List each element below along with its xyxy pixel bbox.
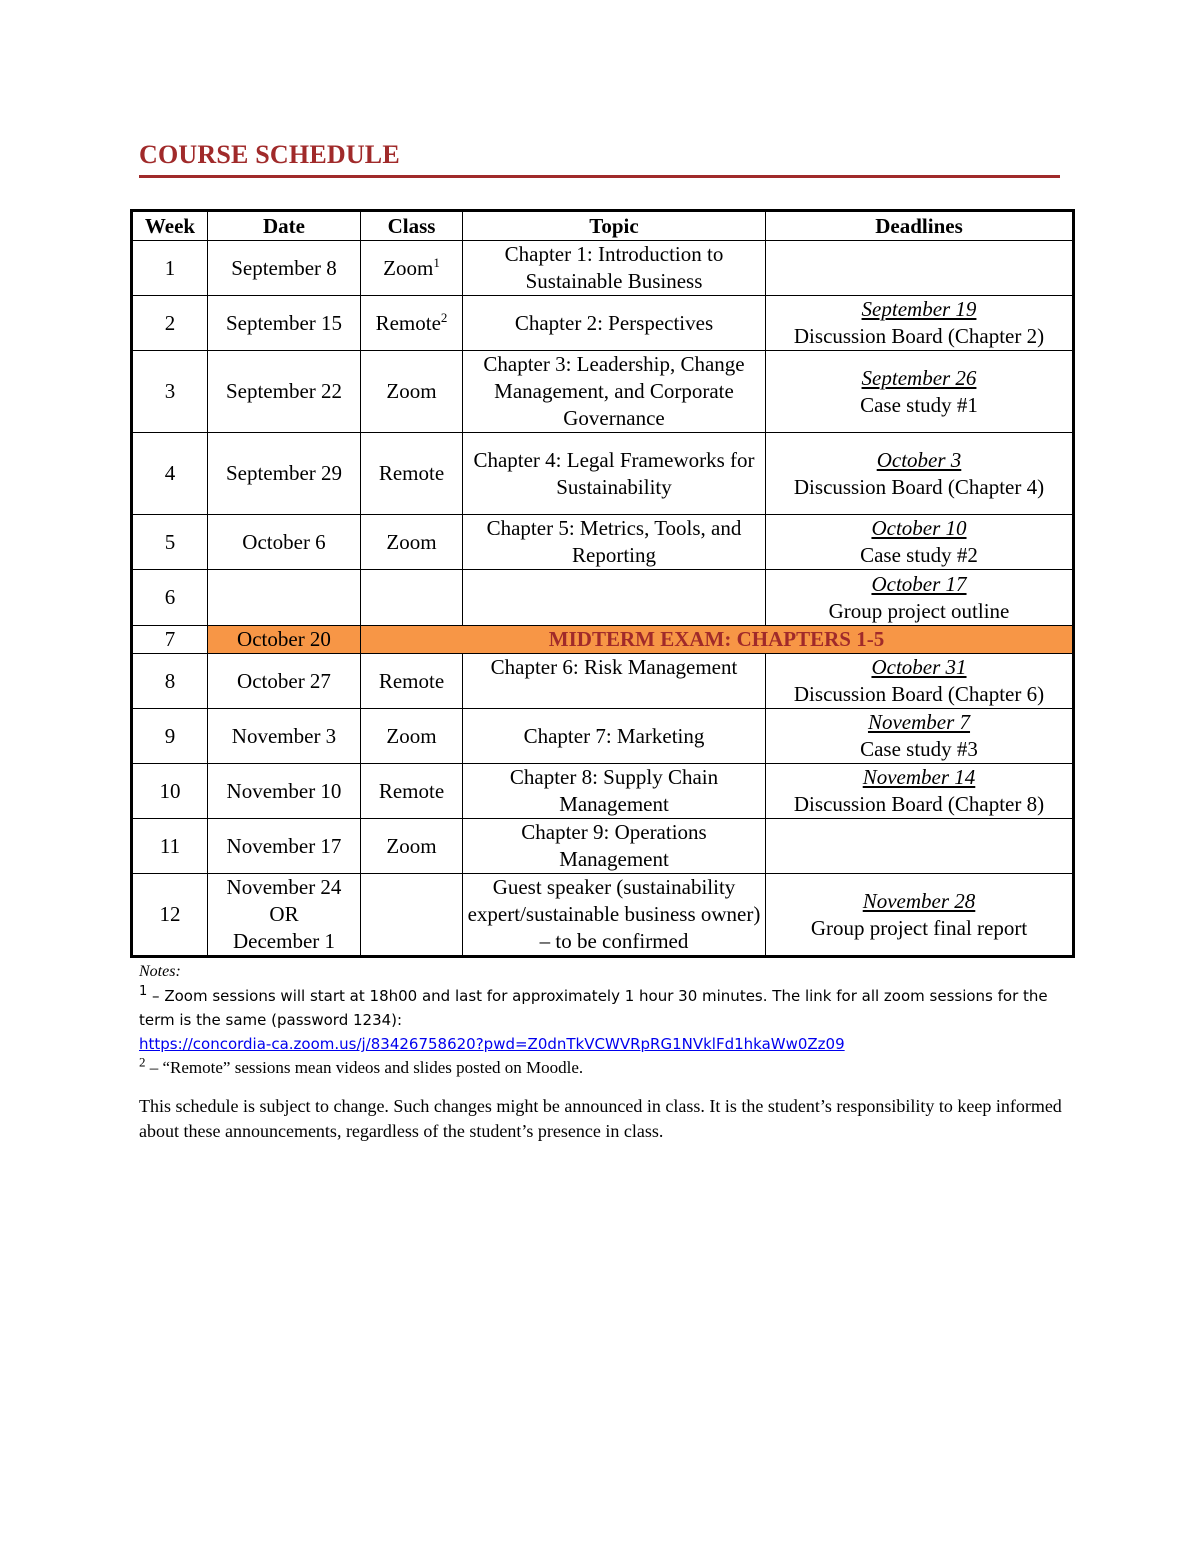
exam-row-group bbox=[132, 626, 1074, 654]
class-label: Zoom bbox=[386, 723, 437, 748]
title-divider bbox=[139, 175, 1060, 178]
table-row bbox=[132, 570, 1074, 626]
class-label: Remote bbox=[375, 310, 441, 335]
date-cell: September 15 bbox=[208, 296, 361, 351]
deadline-item: Case study #2 bbox=[860, 543, 978, 567]
table-row bbox=[132, 241, 1074, 296]
topic-cell: Chapter 4: Legal Frameworks for Sustainability bbox=[463, 433, 766, 515]
date-cell: November 3 bbox=[208, 709, 361, 764]
table-row bbox=[132, 351, 1074, 433]
header-deadlines: Deadlines bbox=[766, 211, 1074, 241]
deadline-item: Case study #3 bbox=[860, 737, 978, 761]
date-line: November 24 bbox=[226, 875, 342, 899]
class-cell bbox=[361, 654, 463, 709]
class-cell bbox=[361, 296, 463, 351]
deadline-cell bbox=[766, 819, 1074, 874]
exam-date: October 20 bbox=[208, 626, 361, 654]
class-label: Zoom bbox=[383, 255, 434, 280]
table-row bbox=[132, 515, 1074, 570]
date-cell: November 10 bbox=[208, 764, 361, 819]
header-week: Week bbox=[132, 211, 208, 241]
deadline-item: Discussion Board (Chapter 8) bbox=[793, 792, 1045, 816]
week-cell: 4 bbox=[132, 433, 208, 515]
week-cell: 12 bbox=[132, 874, 208, 957]
topic-cell: Chapter 9: Operations Management bbox=[463, 819, 766, 874]
deadline-cell bbox=[766, 515, 1074, 570]
deadline-cell bbox=[766, 764, 1074, 819]
topic-cell: Guest speaker (sustainability expert/sustainable business owner) – to be confirmed bbox=[463, 874, 766, 957]
deadline-date: September 26 bbox=[861, 365, 977, 390]
table-header-row bbox=[132, 211, 1074, 241]
class-label: Zoom bbox=[386, 379, 437, 403]
schedule-rows bbox=[132, 241, 1074, 626]
zoom-link[interactable]: https://concordia-ca.zoom.us/j/83426758620?pwd=Z0dnTkVCWVRpRG1NVklFd1hkaWw0Zz09 bbox=[139, 1035, 845, 1053]
notes-section bbox=[139, 960, 1064, 1144]
topic-cell: Chapter 2: Perspectives bbox=[463, 296, 766, 351]
class-cell bbox=[361, 570, 463, 626]
deadline-cell bbox=[766, 654, 1074, 709]
table-row bbox=[132, 819, 1074, 874]
week-cell: 6 bbox=[132, 570, 208, 626]
class-cell bbox=[361, 241, 463, 296]
table-row bbox=[132, 296, 1074, 351]
week-cell: 5 bbox=[132, 515, 208, 570]
class-label: Zoom bbox=[386, 833, 437, 858]
date-cell: November 17 bbox=[208, 819, 361, 874]
date-cell: October 6 bbox=[208, 515, 361, 570]
note-2-marker: 2 bbox=[139, 1054, 146, 1070]
topic-cell: Chapter 8: Supply Chain Management bbox=[463, 764, 766, 819]
topic-cell: Chapter 3: Leadership, Change Management, and Corporate Governance bbox=[463, 351, 766, 433]
deadline-cell bbox=[766, 709, 1074, 764]
note-2 bbox=[139, 1056, 1064, 1080]
notes-label: Notes: bbox=[139, 963, 181, 980]
header-date: Date bbox=[208, 211, 361, 241]
page-title: COURSE SCHEDULE bbox=[139, 140, 400, 169]
date-cell: October 27 bbox=[208, 654, 361, 709]
deadline-date: November 14 bbox=[862, 765, 976, 789]
week-cell: 1 bbox=[132, 241, 208, 296]
class-cell bbox=[361, 351, 463, 433]
note-1-marker: 1 bbox=[139, 984, 148, 999]
deadline-cell bbox=[766, 874, 1074, 957]
note-1-text: – Zoom sessions will start at 18h00 and last for approximately 1 hour 30 minutes. The link for all zoom sessions for the term is the same (password 1234): bbox=[139, 987, 1048, 1029]
deadline-cell bbox=[766, 296, 1074, 351]
deadline-cell bbox=[766, 351, 1074, 433]
date-line: December 1 bbox=[232, 929, 336, 953]
deadline-item: Case study #1 bbox=[860, 392, 978, 417]
schedule-rows-after-exam bbox=[132, 654, 1074, 957]
deadline-item: Discussion Board (Chapter 2) bbox=[793, 324, 1045, 348]
exam-title: MIDTERM EXAM: CHAPTERS 1-5 bbox=[361, 626, 1074, 654]
date-cell bbox=[208, 874, 361, 957]
deadline-cell bbox=[766, 241, 1074, 296]
deadline-date: October 17 bbox=[871, 571, 967, 596]
class-cell bbox=[361, 764, 463, 819]
schedule-table bbox=[130, 209, 1075, 958]
date-cell: September 29 bbox=[208, 433, 361, 515]
week-cell: 11 bbox=[132, 819, 208, 874]
date-cell: September 8 bbox=[208, 241, 361, 296]
topic-cell: Chapter 5: Metrics, Tools, and Reporting bbox=[463, 515, 766, 570]
table-row bbox=[132, 874, 1074, 957]
exam-row bbox=[132, 626, 1074, 654]
header-topic: Topic bbox=[463, 211, 766, 241]
class-label: Remote bbox=[378, 461, 445, 485]
topic-cell bbox=[463, 570, 766, 626]
week-cell: 9 bbox=[132, 709, 208, 764]
deadline-date: October 3 bbox=[876, 447, 962, 472]
date-cell: September 22 bbox=[208, 351, 361, 433]
table-row bbox=[132, 764, 1074, 819]
deadline-date: October 10 bbox=[871, 516, 967, 540]
class-label: Zoom bbox=[386, 529, 437, 554]
deadline-date: November 28 bbox=[862, 888, 976, 913]
deadline-date: September 19 bbox=[861, 297, 977, 321]
week-cell: 2 bbox=[132, 296, 208, 351]
week-cell: 10 bbox=[132, 764, 208, 819]
deadline-cell bbox=[766, 570, 1074, 626]
date-cell bbox=[208, 570, 361, 626]
class-label: Remote bbox=[378, 778, 445, 803]
table-row bbox=[132, 709, 1074, 764]
topic-cell: Chapter 7: Marketing bbox=[463, 709, 766, 764]
class-cell bbox=[361, 709, 463, 764]
week-cell: 8 bbox=[132, 654, 208, 709]
table-row bbox=[132, 654, 1074, 709]
date-line: OR bbox=[269, 902, 299, 926]
footnote-marker: 1 bbox=[433, 254, 440, 270]
deadline-date: November 7 bbox=[867, 710, 971, 734]
topic-cell: Chapter 1: Introduction to Sustainable Business bbox=[463, 241, 766, 296]
class-label: Remote bbox=[378, 668, 445, 693]
topic-cell: Chapter 6: Risk Management bbox=[463, 654, 766, 709]
deadline-item: Group project outline bbox=[828, 598, 1010, 623]
deadline-cell bbox=[766, 433, 1074, 515]
class-cell bbox=[361, 515, 463, 570]
header-class: Class bbox=[361, 211, 463, 241]
disclaimer-text: This schedule is subject to change. Such changes might be announced in class. It is the student’s responsibility to keep informed about these announcements, regardless of the student’s presence in class. bbox=[139, 1096, 1062, 1141]
note-1 bbox=[139, 984, 1064, 1032]
class-cell bbox=[361, 819, 463, 874]
class-cell bbox=[361, 874, 463, 957]
week-cell: 3 bbox=[132, 351, 208, 433]
deadline-item: Discussion Board (Chapter 6) bbox=[793, 682, 1045, 706]
note-2-text: – “Remote” sessions mean videos and slides posted on Moodle. bbox=[145, 1058, 584, 1077]
deadline-date: October 31 bbox=[871, 655, 967, 679]
table-row bbox=[132, 433, 1074, 515]
class-cell bbox=[361, 433, 463, 515]
exam-week: 7 bbox=[132, 626, 208, 654]
deadline-item: Group project final report bbox=[810, 915, 1028, 940]
footnote-marker: 2 bbox=[440, 309, 448, 325]
deadline-item: Discussion Board (Chapter 4) bbox=[793, 474, 1045, 499]
